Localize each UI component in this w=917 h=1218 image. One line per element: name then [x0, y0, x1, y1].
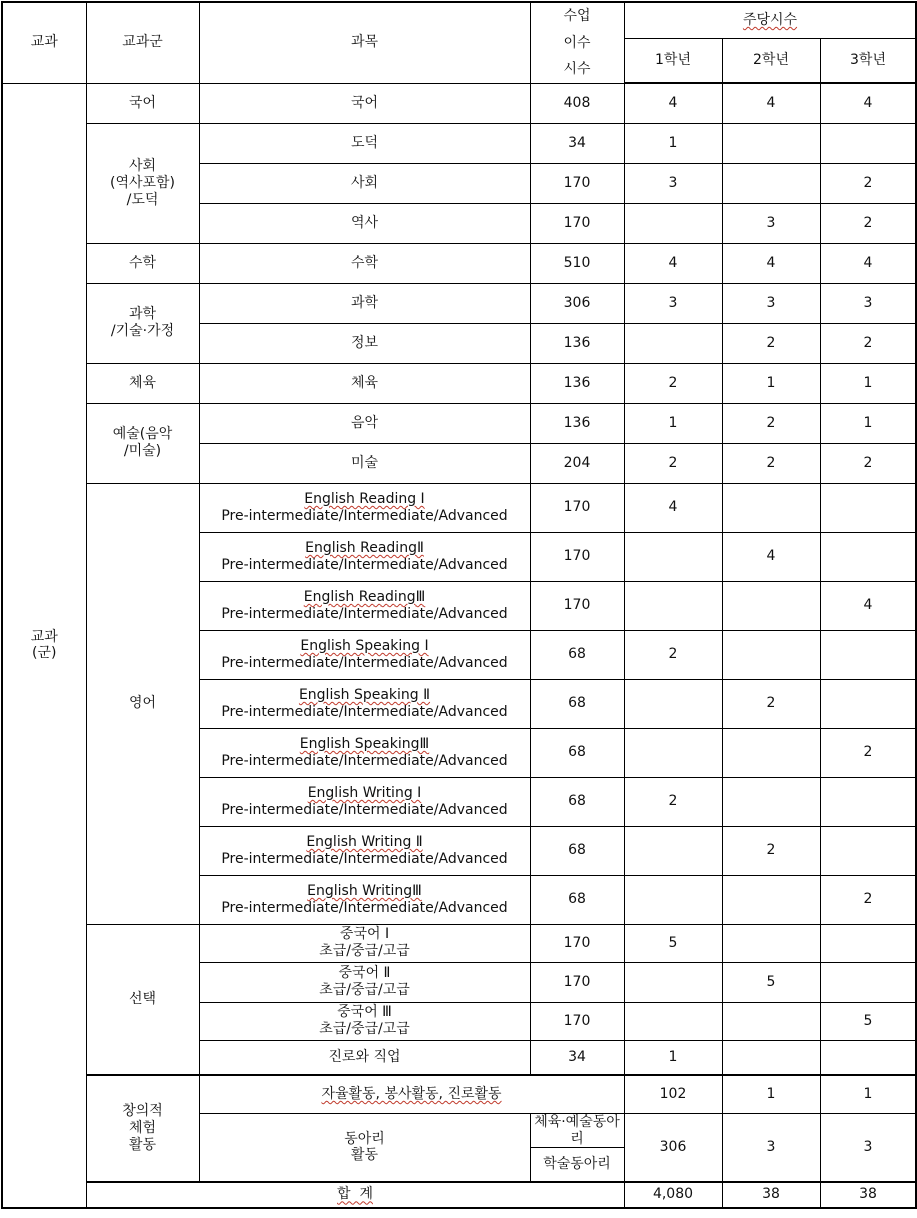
subject-cell: English Writing Ⅱ Pre-intermediate/Intermediate/Advanced: [199, 826, 530, 875]
hours-cell: 68: [530, 826, 624, 875]
hours-cell: 68: [530, 679, 624, 728]
grade2-cell: 2: [722, 826, 820, 875]
header-grade-1: 1학년: [624, 38, 722, 83]
grade3-cell: [820, 1040, 916, 1075]
grade2-cell: [722, 924, 820, 962]
hours-cell: 170: [530, 483, 624, 532]
subject-cell: English Writing Ⅰ Pre-intermediate/Intermediate/Advanced: [199, 777, 530, 826]
grade3-cell: 2: [820, 163, 916, 203]
area-creative: 창의적 체험 활동: [86, 1075, 199, 1182]
grade2-cell: 1: [722, 363, 820, 403]
hours-cell: 68: [530, 728, 624, 777]
header-hours-line: 이수: [563, 34, 591, 51]
total-hours: 4,080: [624, 1182, 722, 1208]
total-grade1: 38: [722, 1182, 820, 1208]
grade1-cell: [624, 203, 722, 243]
grade1-cell: 4: [624, 483, 722, 532]
hours-cell: 68: [530, 875, 624, 924]
subject-cell: English Speaking Ⅱ Pre-intermediate/Intermediate/Advanced: [199, 679, 530, 728]
subject-cell: English Reading Ⅰ Pre-intermediate/Intermediate/Advanced: [199, 483, 530, 532]
club-academic: 학술동아리: [530, 1148, 624, 1182]
grade1-cell: 1: [624, 123, 722, 163]
group-club: 동아리 활동: [199, 1113, 530, 1182]
grade2-cell: 4: [722, 532, 820, 581]
grade1-cell: [624, 875, 722, 924]
hours-cell: 510: [530, 243, 624, 283]
grade1-cell: 4: [624, 83, 722, 123]
subject-cell: English ReadingⅡ Pre-intermediate/Intermediate/Advanced: [199, 532, 530, 581]
grade3-cell: 2: [820, 728, 916, 777]
hours-cell: 34: [530, 123, 624, 163]
header-grade-2: 2학년: [722, 38, 820, 83]
grade3-cell: 2: [820, 875, 916, 924]
hours-cell: 136: [530, 363, 624, 403]
grade2-cell: 2: [722, 403, 820, 443]
header-hours: [530, 2, 624, 83]
header-grade-3: 3학년: [820, 38, 916, 83]
grade1-cell: 2: [624, 777, 722, 826]
grade2-cell: 2: [722, 323, 820, 363]
grade2-cell: 2: [722, 443, 820, 483]
grade3-cell: 1: [820, 363, 916, 403]
grade1-cell: [624, 532, 722, 581]
hours-cell: 306: [624, 1113, 722, 1182]
grade1-cell: 2: [624, 443, 722, 483]
grade1-cell: 1: [722, 1075, 820, 1113]
grade1-cell: [624, 728, 722, 777]
grade1-cell: [624, 1002, 722, 1040]
group-pe: 체육: [86, 363, 199, 403]
hours-cell: 170: [530, 1002, 624, 1040]
grade2-cell: [722, 123, 820, 163]
grade2-cell: [722, 777, 820, 826]
grade2-cell: [722, 163, 820, 203]
grade1-cell: 1: [624, 1040, 722, 1075]
total-grade2: 38: [820, 1182, 916, 1208]
grade1-cell: [624, 581, 722, 630]
hours-cell: 306: [530, 283, 624, 323]
grade2-cell: [722, 875, 820, 924]
header-hours-line: 수업: [563, 8, 591, 24]
grade2-cell: 4: [722, 83, 820, 123]
grade3-cell: 2: [820, 323, 916, 363]
header-area: 교과: [2, 2, 86, 83]
subject-cell: English ReadingⅢ Pre-intermediate/Intermediate/Advanced: [199, 581, 530, 630]
curriculum-table: [1, 1, 917, 1209]
grade1-cell: 5: [624, 924, 722, 962]
grade2-cell: 3: [722, 283, 820, 323]
subject-cell: 미술: [199, 443, 530, 483]
group-english: 영어: [86, 483, 199, 924]
header-subject: 과목: [199, 2, 530, 83]
grade1-cell: 3: [722, 1113, 820, 1182]
grade3-cell: 2: [820, 443, 916, 483]
grade3-cell: [820, 123, 916, 163]
subject-cell: 음악: [199, 403, 530, 443]
grade3-cell: 4: [820, 83, 916, 123]
grade3-cell: [820, 630, 916, 679]
subject-cell: 국어: [199, 83, 530, 123]
hours-cell: 170: [530, 581, 624, 630]
grade3-cell: 5: [820, 1002, 916, 1040]
grade1-cell: 1: [624, 403, 722, 443]
subject-cell: 과학: [199, 283, 530, 323]
subject-cell: 정보: [199, 323, 530, 363]
subject-cell: 수학: [199, 243, 530, 283]
grade1-cell: [624, 962, 722, 1002]
header-weekly: 주당시수: [624, 2, 916, 38]
header-hours-line: 시수: [563, 61, 591, 78]
grade1-cell: [624, 826, 722, 875]
grade3-cell: 2: [820, 203, 916, 243]
group-elective: 선택: [86, 924, 199, 1075]
grade2-cell: [722, 728, 820, 777]
hours-cell: 204: [530, 443, 624, 483]
grade1-cell: 2: [624, 630, 722, 679]
subject-cell: 중국어 Ⅱ 초급/중급/고급: [199, 962, 530, 1002]
hours-cell: 408: [530, 83, 624, 123]
group-korean: 국어: [86, 83, 199, 123]
creative-activities: 자율활동, 봉사활동, 진로활동: [199, 1075, 624, 1113]
grade3-cell: 3: [820, 283, 916, 323]
grade2-cell: 5: [722, 962, 820, 1002]
subject-cell: English Speaking Ⅰ Pre-intermediate/Intermediate/Advanced: [199, 630, 530, 679]
group-math: 수학: [86, 243, 199, 283]
group-arts: 예술(음악 /미술): [86, 403, 199, 483]
subject-cell: English SpeakingⅢ Pre-intermediate/Intermediate/Advanced: [199, 728, 530, 777]
subject-cell: English WritingⅢ Pre-intermediate/Intermediate/Advanced: [199, 875, 530, 924]
grade1-cell: [624, 323, 722, 363]
subject-cell: 도덕: [199, 123, 530, 163]
grade3-cell: [820, 679, 916, 728]
hours-cell: 68: [530, 630, 624, 679]
group-science: 과학 /기술·가정: [86, 283, 199, 363]
hours-cell: 170: [530, 203, 624, 243]
grade3-cell: [820, 924, 916, 962]
hours-cell: 170: [530, 163, 624, 203]
grade2-cell: [722, 581, 820, 630]
hours-cell: 136: [530, 323, 624, 363]
grade2-cell: 1: [820, 1075, 916, 1113]
grade3-cell: 4: [820, 581, 916, 630]
grade2-cell: [722, 1040, 820, 1075]
area-subjects: 교과 (군): [2, 83, 86, 1208]
subject-cell: 사회: [199, 163, 530, 203]
grade2-cell: 3: [722, 203, 820, 243]
subject-cell: 체육: [199, 363, 530, 403]
header-group: 교과군: [86, 2, 199, 83]
club-sports-arts: 체육·예술동아리: [530, 1113, 624, 1148]
grade2-cell: [722, 630, 820, 679]
subject-cell: 중국어 Ⅲ 초급/중급/고급: [199, 1002, 530, 1040]
group-social: 사회 (역사포함) /도덕: [86, 123, 199, 243]
grade2-cell: [722, 483, 820, 532]
grade1-cell: [624, 679, 722, 728]
subject-cell: 중국어 Ⅰ 초급/중급/고급: [199, 924, 530, 962]
subject-cell: 역사: [199, 203, 530, 243]
hours-cell: 68: [530, 777, 624, 826]
grade3-cell: [820, 826, 916, 875]
grade3-cell: 4: [820, 243, 916, 283]
grade3-cell: [820, 777, 916, 826]
grade2-cell: 3: [820, 1113, 916, 1182]
grade2-cell: [722, 1002, 820, 1040]
grade2-cell: 4: [722, 243, 820, 283]
grade2-cell: 2: [722, 679, 820, 728]
grade1-cell: 2: [624, 363, 722, 403]
grade3-cell: [820, 532, 916, 581]
grade3-cell: [820, 483, 916, 532]
hours-cell: 136: [530, 403, 624, 443]
grade3-cell: 1: [820, 403, 916, 443]
hours-cell: 170: [530, 924, 624, 962]
hours-cell: 170: [530, 962, 624, 1002]
grade3-cell: [820, 962, 916, 1002]
hours-cell: 102: [624, 1075, 722, 1113]
total-label: 합 계: [86, 1182, 624, 1208]
grade1-cell: 4: [624, 243, 722, 283]
grade1-cell: 3: [624, 283, 722, 323]
grade1-cell: 3: [624, 163, 722, 203]
subject-cell: 진로와 직업: [199, 1040, 530, 1075]
hours-cell: 170: [530, 532, 624, 581]
hours-cell: 34: [530, 1040, 624, 1075]
